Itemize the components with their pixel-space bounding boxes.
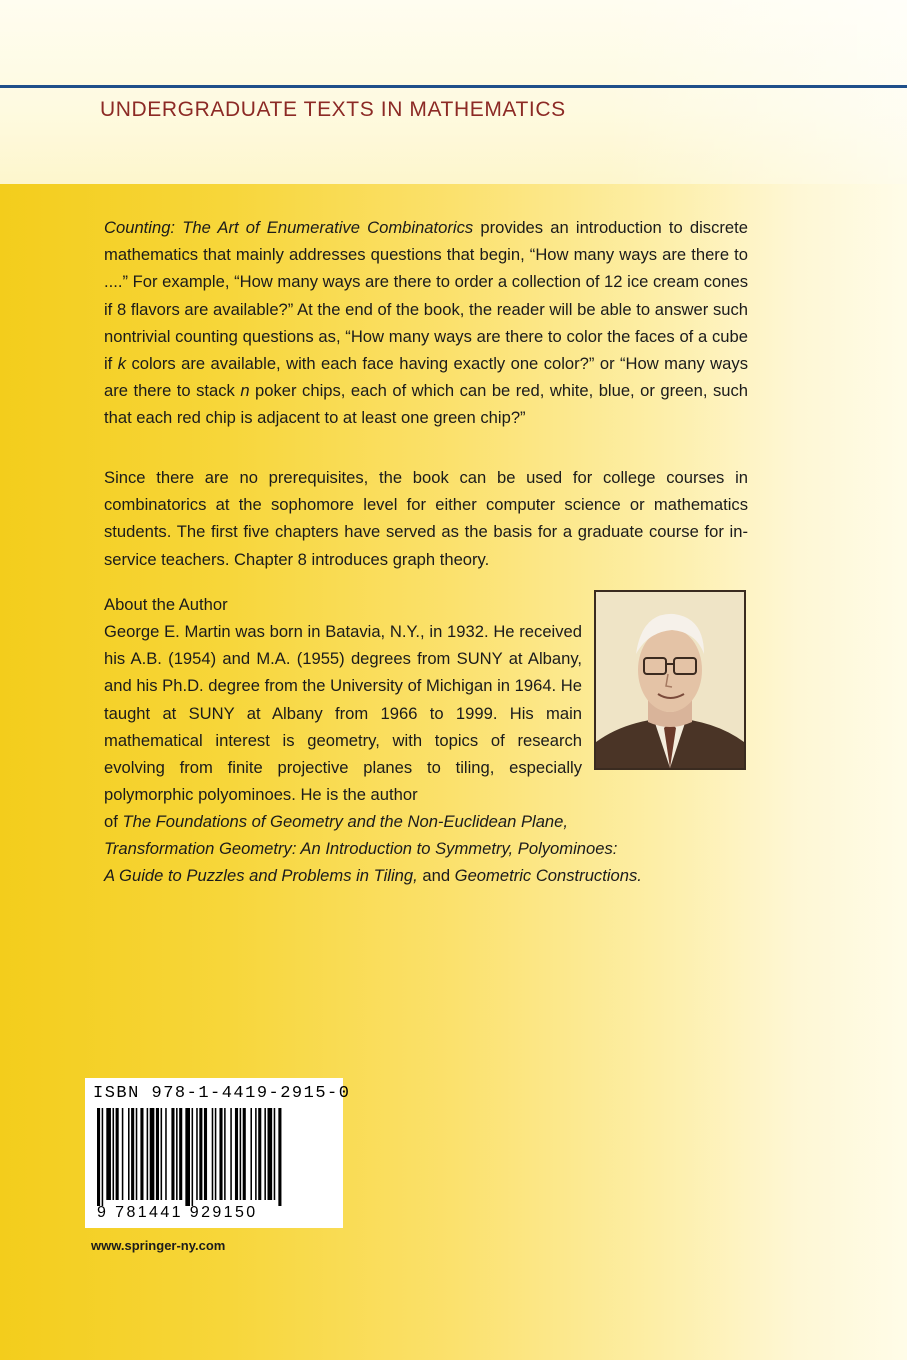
barcode-bar (140, 1108, 143, 1200)
barcode-bar (136, 1108, 138, 1200)
description-text-mid: colors are available, with each face having exactly one color?” or “How many ways are there to stack (104, 354, 748, 401)
barcode-digits: 9 781441 929150 (97, 1204, 258, 1221)
barcode-bar (255, 1108, 257, 1200)
variable-n: n (240, 381, 250, 401)
barcode-bar (176, 1108, 178, 1200)
author-portrait-image (596, 592, 744, 768)
variable-k: k (117, 354, 127, 374)
header-band (0, 0, 907, 184)
barcode-bar (230, 1108, 232, 1200)
barcode-bar (219, 1108, 222, 1200)
barcode-bar (97, 1108, 100, 1206)
description-paragraph (104, 214, 748, 432)
book-polyominoes-subtitle: A Guide to Puzzles and Problems in Tiling, (104, 866, 418, 886)
barcode-bar (179, 1108, 182, 1200)
barcode-bar (150, 1108, 155, 1200)
barcode-bar (240, 1108, 242, 1200)
isbn-label: ISBN 978-1-4419-2915-0 (93, 1084, 351, 1103)
barcode-bar (258, 1108, 261, 1200)
author-books (104, 808, 748, 890)
series-title: UNDERGRADUATE TEXTS IN MATHEMATICS (100, 98, 566, 121)
barcode-bar (106, 1108, 111, 1200)
barcode-bar (243, 1108, 246, 1200)
barcode-bar (128, 1108, 130, 1200)
author-photo (594, 590, 746, 770)
barcode-bar (224, 1108, 226, 1200)
barcode-bar (212, 1108, 214, 1200)
barcode-bar (192, 1108, 194, 1206)
book-polyominoes: Polyominoes: (517, 839, 618, 859)
barcode-bar (235, 1108, 238, 1200)
book-transformation: Transformation Geometry: An Introduction to Symmetry, (104, 839, 514, 859)
description-text: provides an introduction to discrete mathematics that mainly addresses questions that begin, “How many ways are there to ....” For example, “How many ways are there to order a collection of 12 ice cream cones if 8 flavors are available?” At the end of the book, the reader will be able to answer such nontrivial counting questions as, “How many ways are there to color the faces of a cube if (104, 218, 748, 374)
barcode-bar (102, 1108, 104, 1206)
barcode-image (97, 1108, 331, 1206)
barcode-bar (113, 1108, 115, 1200)
barcode-bar (278, 1108, 281, 1206)
barcode-bar (268, 1108, 273, 1200)
barcode-bar (161, 1108, 163, 1200)
barcode-bar (165, 1108, 167, 1200)
barcode-bar (264, 1108, 266, 1200)
barcode-bar (147, 1108, 149, 1200)
barcode-bar (199, 1108, 202, 1200)
barcode-bar (131, 1108, 134, 1200)
publisher-website: www.springer-ny.com (91, 1238, 226, 1253)
author-bio: George E. Martin was born in Batavia, N.Y., in 1932. He received his A.B. (1954) and M.A. (1955) degrees from SUNY at Albany, and his Ph.D. degree from the University of Michigan in 1964. He taught at SUNY at Albany from 1966 to 1999. His main mathematical interest is geometry, with topics of research evolving from finite projective planes to tiling, especially polymorphic polyominoes. He is the author (104, 622, 582, 805)
barcode-bar (116, 1108, 119, 1200)
isbn-barcode-box (85, 1078, 351, 1228)
barcode-bar (204, 1108, 207, 1200)
barcode-bar (274, 1108, 276, 1200)
book-title: Counting: The Art of Enumerative Combinatorics (104, 218, 474, 237)
barcode-bar (156, 1108, 159, 1200)
about-author-heading: About the Author (104, 595, 228, 614)
prerequisites-paragraph: Since there are no prerequisites, the book can be used for college courses in combinatorics at the sophomore level for either computer science or mathematics students. The first five chapters have served as the basis for a graduate course for in-service teachers. Chapter 8 introduces graph theory. (104, 468, 748, 569)
description-text-end: poker chips, each of which can be red, white, blue, or green, such that each red chip is adjacent to at least one green chip?” (104, 381, 748, 428)
barcode-bar (215, 1108, 217, 1200)
barcode-bar (171, 1108, 174, 1200)
book-constructions: Geometric Constructions. (454, 866, 642, 886)
barcode-bar (122, 1108, 124, 1200)
barcode-bar (250, 1108, 252, 1200)
barcode-bar (185, 1108, 190, 1206)
books-and: and (417, 866, 455, 886)
barcode-bar (196, 1108, 198, 1200)
book-foundations: The Foundations of Geometry and the Non-Euclidean Plane, (122, 812, 568, 831)
header-rule (0, 85, 907, 88)
books-prefix: of (104, 812, 123, 831)
